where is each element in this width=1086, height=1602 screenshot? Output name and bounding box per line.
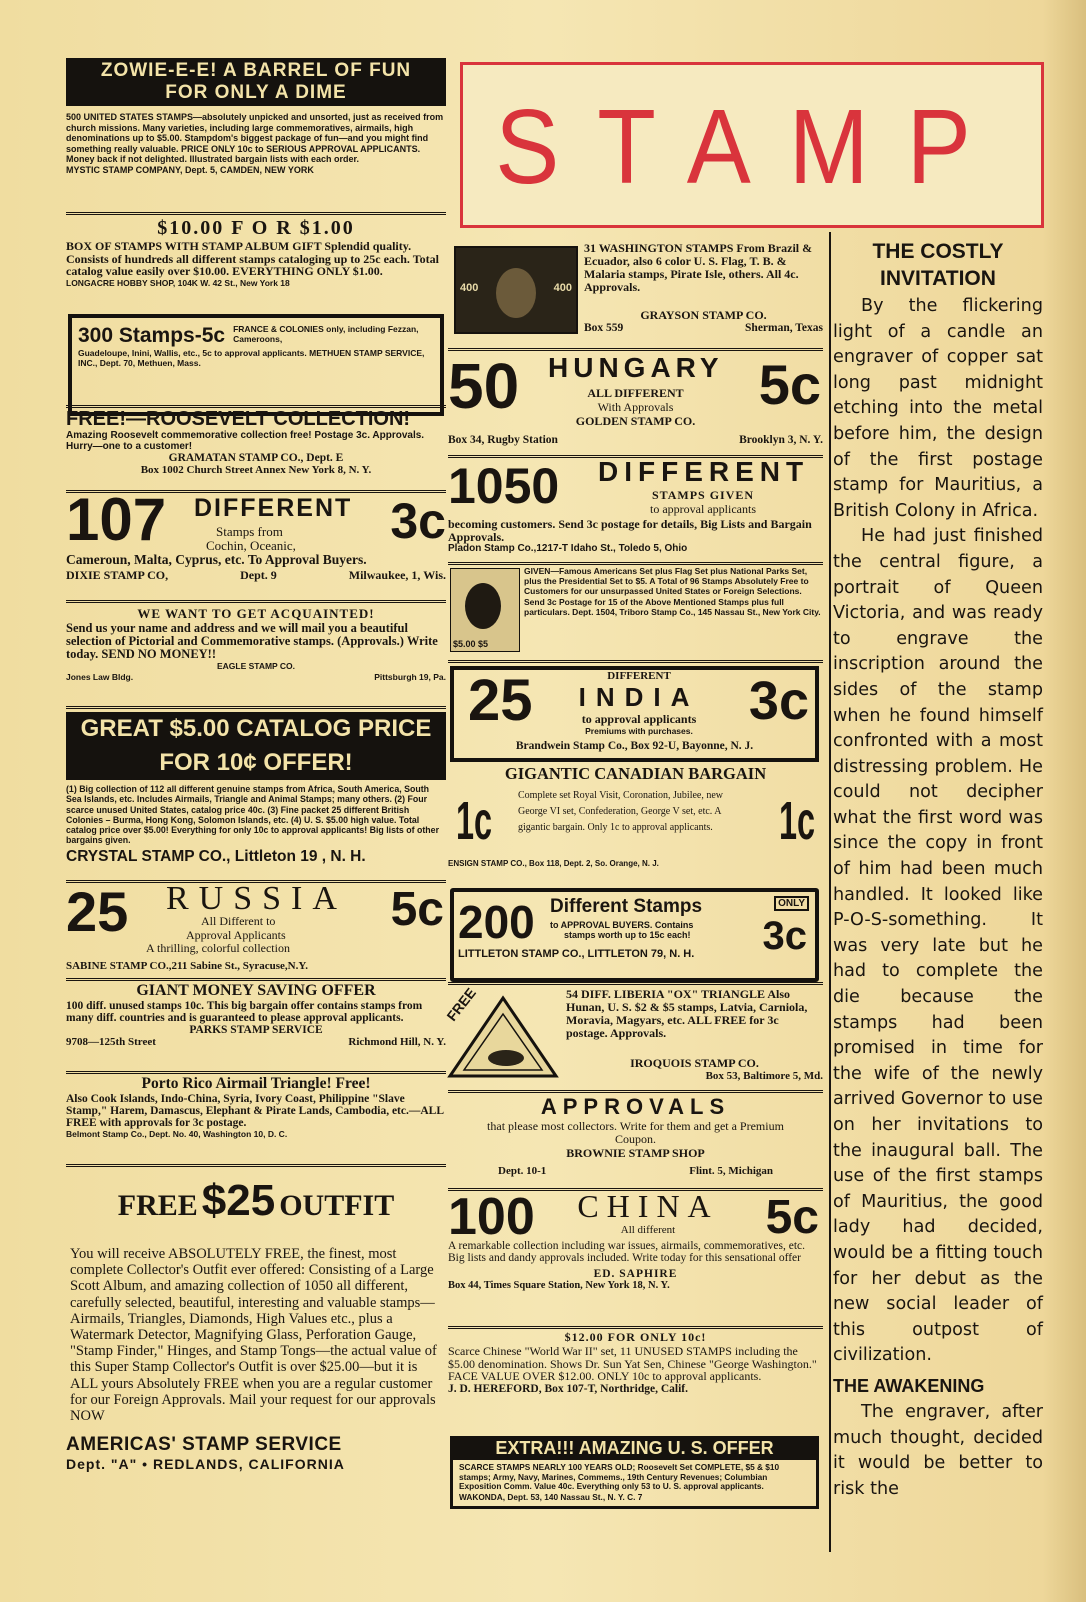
divider: [448, 1326, 823, 1329]
ad-price: 3c: [390, 493, 446, 549]
ad-header-line: FOR ONLY A DIME: [165, 82, 347, 103]
article-subtitle: THE AWAKENING: [833, 1375, 985, 1396]
ad-eagle: [66, 606, 446, 701]
stamp-denomination: 400: [553, 282, 572, 294]
ad-address: Box 1002 Church Street Annex New York 8, N. Y.: [140, 464, 372, 476]
ad-company: EAGLE STAMP CO.: [216, 661, 296, 671]
ad-signature: LONGACRE HOBBY SHOP, 104K W. 42 St., New York 18: [66, 277, 290, 288]
ad-signature: Brandwein Stamp Co., Box 92-U, Bayonne, N. J.: [515, 740, 754, 752]
stamp-heading-box: [460, 62, 1044, 228]
ad-dixie: [66, 486, 446, 594]
ad-number: 100: [448, 1188, 535, 1246]
ad-triboro: [448, 566, 823, 656]
ad-number: 25: [66, 880, 129, 943]
ad-hereford: [448, 1330, 823, 1430]
ad-company: GRAMATAN STAMP CO., Dept. E: [168, 452, 344, 464]
ad-littleton: [450, 888, 819, 982]
ad-address: Jones Law Bldg.: [66, 672, 134, 682]
ad-city: Brooklyn 3, N. Y.: [739, 434, 823, 446]
ad-top: DIFFERENT: [607, 670, 671, 682]
ad-subhead: FRANCE & COLONIES only, including Fezzan, Cameroons,: [233, 324, 419, 344]
ad-price: 1c: [778, 791, 815, 851]
ad-longacre: [66, 217, 446, 309]
ad-line: to approval applicants: [581, 712, 697, 726]
ad-belmont: [66, 1075, 446, 1163]
ad-mystic-stamp: [66, 58, 446, 208]
ad-number: 107: [66, 486, 167, 553]
ad-city: Pittsburgh 19, Pa.: [374, 672, 446, 682]
portrait-icon: [465, 583, 501, 629]
divider: [448, 562, 823, 565]
ad-body: SCARCE STAMPS NEARLY 100 YEARS OLD; Roosevelt Set COMPLETE, $5 & $10 stamps; Army, Navy, Marines, Commems., 19th Century Revenues; Columbian Exposition Comm. Value 40c. Everything only 53 to U. S. approval applicants.: [459, 1462, 780, 1492]
triangle-label: FREE: [443, 984, 479, 1024]
ad-signature: Belmont Stamp Co., Dept. No. 40, Washington 10, D. C.: [66, 1129, 288, 1139]
portrait-icon: [496, 268, 536, 318]
ad-word: HUNGARY: [548, 352, 724, 383]
ad-number: 50: [448, 350, 520, 422]
ad-sabine: [66, 880, 446, 976]
ad-address: Box 53, Baltimore 5, Md.: [705, 1070, 823, 1082]
ad-address: Dept. "A" • REDLANDS, CALIFORNIA: [66, 1456, 345, 1473]
ad-signature: ENSIGN STAMP CO., Box 118, Dept. 2, So. Orange, N. J.: [448, 859, 659, 868]
ad-number: 25: [468, 668, 533, 733]
ad-header-line: ZOWIE-E-E! A BARREL OF FUN: [100, 60, 412, 81]
stamp-denomination: 400: [460, 282, 479, 294]
article-paragraph: By the flickering light of a candle an engraver of copper sat long past midnight etching into the metal before him, the design of the first postage stamp for Mauritius, a British Colony in Africa.: [833, 296, 1043, 521]
ad-dept: Dept. 9: [240, 568, 277, 582]
ad-company: GOLDEN STAMP CO.: [575, 414, 696, 428]
ad-brownie: [448, 1094, 823, 1186]
article-column: [833, 238, 1043, 1502]
ad-line: STAMPS GIVEN: [651, 488, 755, 502]
ad-headline: Different Stamps: [550, 896, 703, 917]
ad-company: AMERICAS' STAMP SERVICE: [66, 1434, 342, 1456]
ad-line: Approval Applicants: [186, 928, 286, 942]
ad-brandwein: [450, 666, 819, 762]
ad-parks: [66, 982, 446, 1070]
ad-price: 5c: [758, 353, 821, 416]
ad-americas-stamp-service: [66, 1178, 446, 1578]
ad-body: that please most collectors. Write for them and get a Premium Coupon.: [487, 1119, 784, 1146]
ad-gramatan: [66, 408, 446, 486]
stamp-heading: STAMP: [495, 88, 1009, 207]
ad-line: Premiums with purchases.: [585, 726, 693, 736]
ad-city: Sherman, Texas: [745, 322, 823, 334]
ad-signature: LITTLETON STAMP CO., LITTLETON 79, N. H.: [458, 948, 695, 960]
ad-wakonda: [450, 1436, 819, 1546]
ad-company: PARKS STAMP SERVICE: [189, 1024, 323, 1036]
ad-body: becoming customers. Send 3c postage for details, Big Lists and Bargain Approvals.: [448, 517, 812, 544]
ad-headline: GREAT $5.00 CATALOG PRICE FOR 10¢ OFFER!: [66, 712, 446, 780]
ad-body: Send us your name and address and we will mail you a beautiful selection of Pictorial and Commemorative stamps. (Approvals.) Write today. SEND NO MONEY!!: [66, 621, 438, 661]
ad-company: GRAYSON STAMP CO.: [640, 308, 767, 322]
ad-price: 3c: [748, 671, 809, 731]
ad-company: IROQUOIS STAMP CO.: [630, 1056, 759, 1070]
ad-only: ONLY: [774, 896, 809, 911]
ad-price: 5c: [390, 883, 444, 936]
ad-address: Box 34, Rugby Station: [448, 434, 558, 446]
stamp-denomination: $5.00 $5: [453, 639, 489, 649]
ad-body: GIVEN—Famous Americans Set plus Flag Set plus National Parks Set, plus the Presidential Set to $5. A Total of 96 Stamps Absolutely Free to Customers for our unsurpassed United States or Foreign Selections. Send 3c Postage for 15 of the Above Mentioned Stamps plus full particulars. Dept. 1504, Triboro Stamp Co., 145 Nassau St., New York City.: [524, 566, 821, 617]
ad-signature: WAKONDA, Dept. 53, 140 Nassau St., N. Y. C. 7: [459, 1491, 643, 1502]
divider: [66, 212, 446, 215]
ad-word: DIFFERENT: [194, 494, 353, 522]
ad-line: to APPROVAL BUYERS. Contains: [550, 920, 694, 930]
ad-body: A remarkable collection including war issues, airmails, commemoratives, etc. Big lists and dandy approvals included. Write today for this sensational offer: [448, 1240, 806, 1264]
washington-stamp-image: [454, 246, 578, 334]
ad-address: Box 559: [584, 322, 624, 334]
ad-address: Dept. 10-1: [498, 1165, 547, 1177]
ad-body: 500 UNITED STATES STAMPS—absolutely unpicked and unsorted, just as received from church missions. Many varieties, including large commemoratives, airmails, high denominations up to $5.00. Stampdom's biggest package of fun—and you might find something really valuable. PRICE ONLY 10c to SERIOUS APPROVAL APPLICANTS. Money back if not delighted. Illustrated bargain lists with each order.: [66, 112, 444, 164]
ad-signature: CRYSTAL STAMP CO., Littleton 19 , N. H.: [66, 847, 366, 865]
divider: [66, 978, 446, 981]
stamp-image: [450, 568, 520, 652]
ad-body: Also Cook Islands, Indo-China, Syria, Ivory Coast, Philippine "Slave Stamp," Harem, Damascus, Elephant & Pirate Lands, Cambodia, etc.—ALL FREE with approvals for 3c postage.: [66, 1093, 444, 1129]
ad-body: 100 diff. unused stamps 10c. This big bargain offer contains stamps from many diff. countries and is guaranteed to please approval applicants.: [66, 1000, 423, 1024]
ad-word: INDIA: [578, 682, 700, 712]
ad-price: 3c: [762, 914, 807, 958]
ad-headline: 300 Stamps-5c: [78, 324, 226, 347]
ad-headline: WE WANT TO GET ACQUAINTED!: [137, 606, 375, 621]
article-paragraph: He had just finished the central figure, a portrait of Queen Victoria, and was ready to engrave the inscription around the sides of the stamp when he found himself confronted with a most distressing problem. He could not decipher what the first word was since the copy in front of him had been much handled. It looked like P-O-S-something. It was very late but he had to complete the die because the stamps had been promised in time for the wife of the newly arrived Governor to use on her invitations to the inaugural ball. The use of the first stamps of Mauritius, the good lady had decided, would be a fitting touch for her debut as the new social leader of this outpost of civilization.: [833, 526, 1043, 1366]
divider: [448, 1090, 823, 1093]
ad-line: All Different to: [201, 914, 276, 928]
ad-dollar: $25: [201, 1176, 276, 1225]
ad-golden: [448, 352, 823, 452]
ad-word: RUSSIA: [166, 880, 347, 917]
ad-price: 5c: [765, 1191, 819, 1244]
ad-line: All different: [620, 1224, 676, 1236]
ad-crystal: [66, 712, 446, 880]
ad-word: DIFFERENT: [598, 456, 810, 487]
ad-body: You will receive ABSOLUTELY FREE, the finest, most complete Collector's Outfit ever offered: Consisting of a Large Scott Album, and amazing collection of 1050 all different, carefully selected, beautiful, interesting and valuable stamps—Airmails, Triangles, Diamonds, High Values etc., plus a Watermark Detector, Magnifying Glass, Perforation Gauge, "Stamp Finder," Hinges, and Stamp Tongs—the actual value of this Super Stamp Collector's Outfit is over $25.00—but it is ALL yours Absolutely FREE when you are a regular customer for our Foreign Approvals. Mail your request for our approvals NOW: [70, 1246, 437, 1425]
ad-body: Complete set Royal Visit, Coronation, Jubilee, new George VI set, Confederation, George V set, etc. A gigantic bargain. Only 1c to approval applicants.: [518, 790, 724, 833]
ad-company: BROWNIE STAMP SHOP: [566, 1146, 705, 1160]
ad-body: 54 DIFF. LIBERIA "OX" TRIANGLE Also Hunan, U. S. $2 & $5 stamps, Latvia, Carniola, Moravia, Magyars, etc. ALL FREE for 3c postage. Approvals.: [566, 987, 808, 1040]
ad-iroquois: [443, 984, 823, 1086]
ad-line: ALL DIFFERENT: [587, 386, 684, 400]
ad-body: (1) Big collection of 112 all different genuine stamps from Africa, South America, South Sea Islands, etc. Includes Airmails, Triangle and Animal Stamps; many others. (2) Four scarce unused United States, catalog price 40c. (3) Fine packet 25 different British Colonies – Burma, Hong Kong, Solomon Islands, etc. (4) U. S. $5.00 high value. Total catalog price over $5.00! Everything for only 10c to approval applicants! Big lists of other bargains given.: [66, 784, 439, 846]
divider: [66, 1071, 446, 1074]
ad-body: Guadeloupe, Inini, Wallis, etc., 5c to approval applicants. METHUEN STAMP SERVICE, INC., Dept. 70, Methuen, Mass.: [78, 348, 425, 368]
ad-signature: J. D. HEREFORD, Box 107-T, Northridge, Calif.: [448, 1382, 689, 1395]
divider: [66, 1164, 446, 1167]
column-rule: [829, 232, 831, 1552]
ad-number: 200: [458, 896, 535, 948]
ad-headline: FREE!—ROOSEVELT COLLECTION!: [66, 408, 411, 430]
ad-body: Scarce Chinese "World War II" set, 11 UNUSED STAMPS including the $5.00 denomination. Shows Dr. Sun Yat Sen, Chinese "George Washington." FACE VALUE OVER $12.00. ONLY 10c to approval applicants.: [448, 1344, 817, 1383]
divider: [66, 706, 446, 709]
ad-body: BOX OF STAMPS WITH STAMP ALBUM GIFT Splendid quality. Consists of hundreds all different stamps cataloging up to 25c each. Total catalog value easily over $10.00. EVERYTHING ONLY $1.00.: [66, 239, 439, 278]
ad-city: Milwaukee, 1, Wis.: [348, 568, 446, 582]
divider: [66, 600, 446, 603]
ad-city: Flint. 5, Michigan: [689, 1165, 773, 1177]
ad-line: Cochin, Oceanic,: [206, 538, 296, 553]
ad-header: [66, 58, 446, 106]
ad-line: stamps worth up to 15c each!: [564, 930, 691, 940]
ad-signature: Pladon Stamp Co.,1217-T Idaho St., Toledo 5, Ohio: [448, 543, 688, 554]
ad-line: A thrilling, colorful collection: [146, 941, 290, 955]
ad-outfit: OUTFIT: [279, 1189, 395, 1222]
ad-methuen: [68, 314, 444, 416]
ad-body: 31 WASHINGTON STAMPS From Brazil & Ecuador, also 6 color U. S. Flag, T. B. & Malaria stamps, Pirate Isle, others. All 4c. Approvals.: [584, 241, 813, 294]
article-title: THE COSTLY INVITATION: [872, 240, 1004, 290]
ad-body: Cameroun, Malta, Cyprus, etc. To Approval Buyers.: [66, 552, 367, 567]
ad-price: 1c: [456, 791, 493, 851]
ad-headline: $10.00 F O R $1.00: [157, 217, 355, 239]
divider: [448, 660, 823, 663]
divider: [448, 982, 823, 985]
ad-company: DIXIE STAMP CO,: [66, 568, 169, 582]
ad-headline: GIGANTIC CANADIAN BARGAIN: [504, 764, 767, 783]
ad-headline: Porto Rico Airmail Triangle! Free!: [141, 1075, 371, 1092]
ad-free: FREE: [117, 1189, 198, 1222]
ad-word: CHINA: [577, 1188, 719, 1224]
ad-grayson: [448, 240, 823, 344]
ad-signature: SABINE STAMP CO.,211 Sabine St., Syracuse,N.Y.: [66, 960, 309, 972]
ad-headline: APPROVALS: [540, 1094, 731, 1119]
ad-line: to approval applicants: [650, 502, 756, 516]
ad-signature: MYSTIC STAMP COMPANY, Dept. 5, CAMDEN, NEW YORK: [66, 164, 314, 175]
ad-signature: Box 44, Times Square Station, New York 18, N. Y.: [448, 1280, 670, 1291]
ad-ensign: [448, 764, 823, 874]
article-paragraph: The engraver, after much thought, decided it would be better to risk the: [833, 1401, 1043, 1499]
ad-line: Stamps from: [216, 524, 283, 539]
ad-headline: EXTRA!!! AMAZING U. S. OFFER: [450, 1436, 819, 1460]
ad-pladon: [448, 458, 823, 558]
ad-line: With Approvals: [597, 400, 674, 414]
ad-address: 9708—125th Street: [66, 1036, 156, 1048]
ad-saphire: [448, 1188, 823, 1324]
ad-headline: GIANT MONEY SAVING OFFER: [136, 982, 376, 999]
ad-city: Richmond Hill, N. Y.: [348, 1036, 446, 1048]
ad-number: 1050: [448, 458, 560, 514]
ad-body: Amazing Roosevelt commemorative collection free! Postage 3c. Approvals. Hurry—one to a customer!: [66, 430, 425, 452]
ad-company: ED. SAPHIRE: [593, 1268, 678, 1280]
ad-headline: $12.00 FOR ONLY 10c!: [564, 1330, 707, 1344]
